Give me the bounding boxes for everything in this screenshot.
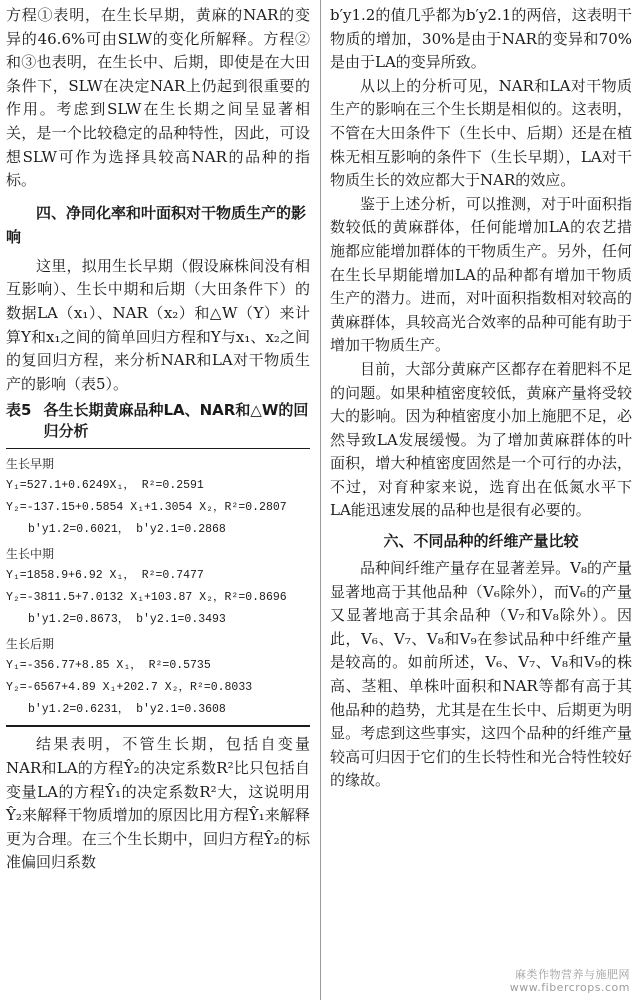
table-bottom-rule <box>6 725 310 727</box>
paragraph-analysis-summary: 从以上的分析可见，NAR和LA对干物质生产的影响在三个生长期是相似的。这表明，不管在大田条件下（生长中、后期）还是在植株无相互影响的条件下（生长早期），LA对干物质生长的效应都大于NAR的效应。 <box>330 76 632 190</box>
paragraph-fertilizer: 目前，大部分黄麻产区都存在着肥料不足的问题。如果种植密度较低，黄麻产量将受较大的影响。因为种植密度小加上施肥不足，必然导致LA发展缓慢。为了增加黄麻群体的叶面积，增大种植密度固然是一个可行的办法，不过，对育种家来说，选育出在低氮水平下LA能迅速发展的品种也是很有必要的。 <box>330 359 632 520</box>
section-6-heading: 六、不同品种的纤维产量比较 <box>383 532 579 551</box>
table-5-caption <box>6 400 310 442</box>
simple-regression-equation: Y₁=527.1+0.6249X₁， R²=0.2591 <box>6 479 204 493</box>
multiple-regression-equation: Y₂=-6567+4.89 X₁+202.7 X₂，R²=0.8033 <box>6 681 253 695</box>
table-phase-late <box>6 633 310 721</box>
table-5-body <box>6 453 310 721</box>
paragraph-slw-indicator: 方程①表明，在生长早期，黄麻的NAR的变异的46.6%可由SLW的变化所解释。方程②和③也表明，在生长中、后期，即使是在大田条件下，SLW在决定NAR上仍起到很重要的作用。考虑到SLW在生长期之间呈显著相关，是一个比较稳定的品种特性，因此，可设想SLW可作为选择具较高NAR的品种的指标。 <box>6 6 310 190</box>
site-watermark <box>510 968 630 994</box>
watermark-site-name: 麻类作物营养与施肥网 <box>515 968 630 981</box>
section-4-heading: 四、净同化率和叶面积对干物质生产的影响 <box>6 203 307 246</box>
phase-label: 生长后期 <box>6 637 55 652</box>
table-5-label: 表5 <box>6 401 32 420</box>
multiple-regression-equation: Y₂=-137.15+0.5854 X₁+1.3054 X₂，R²=0.2807 <box>6 501 287 515</box>
paragraph-regression-method: 这里，拟用生长早期（假设麻株间没有相互影响）、生长中期和后期（大田条件下）的数据LA（x₁）、NAR（x₂）和△W（Y）来计算Y和x₁之间的简单回归方程和Y与x₁、x₂之间的复回归方程，来分析NAR和LA对干物质生产的影响（表5）。 <box>6 256 310 393</box>
paragraph-inference: 鉴于上述分析，可以推测，对于叶面积指数较低的黄麻群体，任何能增加LA的农艺措施都应能增加群体的干物质生产。另外，任何在生长早期能增加LA的品种都有增加干物质生产的潜力。进而，对叶面积指数相对较高的黄麻群体，具较高光合效率的品种可能有助于增加干物质生产。 <box>330 194 632 355</box>
left-column <box>6 4 310 875</box>
column-divider <box>320 0 321 1000</box>
table-phase-middle <box>6 543 310 631</box>
standard-partial-coefficients: b′y1.2=0.6021， b′y2.1=0.2868 <box>28 523 226 537</box>
multiple-regression-equation: Y₂=-3811.5+7.0132 X₁+103.87 X₂，R²=0.8696 <box>6 591 287 605</box>
standard-partial-coefficients: b′y1.2=0.6231， b′y2.1=0.3608 <box>28 703 226 717</box>
watermark-url: www.fibercrops.com <box>509 981 630 994</box>
standard-partial-coefficients: b′y1.2=0.8673， b′y2.1=0.3493 <box>28 613 226 627</box>
paragraph-coefficient-ratio: b′y1.2的值几乎都为b′y2.1的两倍，这表明干物质的增加，30%是由于NAR的变异和70%是由于LA的变异所致。 <box>330 6 632 72</box>
right-column <box>330 4 632 793</box>
paragraph-fiber-yield: 品种间纤维产量存在显著差异。V₈的产量显著地高于其他品种（V₆除外），而V₆的产量又显著地高于其余品种（V₇和V₈除外）。因此，V₆、V₇、V₈和V₉在参试品种中纤维产量是较高的。如前所述，V₆、V₇、V₈和V₉的株高、茎粗、单株叶面积和NAR等都有高于其他品种的趋势，尤其是在生长中、后期更为明显。考虑到这些事实，这四个品种的纤维产量较高可归因于它们的生长特性和光合特性较好的缘故。 <box>330 559 632 790</box>
table-5-title: 各生长期黄麻品种LA、NAR和△W的回归分析 <box>43 401 309 441</box>
table-phase-early <box>6 453 310 541</box>
phase-label: 生长早期 <box>6 457 55 472</box>
paragraph-results: 结果表明，不管生长期，包括自变量NAR和LA的方程Ŷ₂的决定系数R²比只包括自变量LA的方程Ŷ₁的决定系数R²大，这说明用Ŷ₂来解释干物质增加的原因比用方程Ŷ₁来解释更为合理。在三个生长期中，回归方程Ŷ₂的标准偏回归系数 <box>6 735 310 872</box>
table-top-rule <box>6 448 310 449</box>
simple-regression-equation: Y₁=1858.9+6.92 X₁， R²=0.7477 <box>6 569 204 583</box>
simple-regression-equation: Y₁=-356.77+8.85 X₁， R²=0.5735 <box>6 659 211 673</box>
phase-label: 生长中期 <box>6 547 55 562</box>
